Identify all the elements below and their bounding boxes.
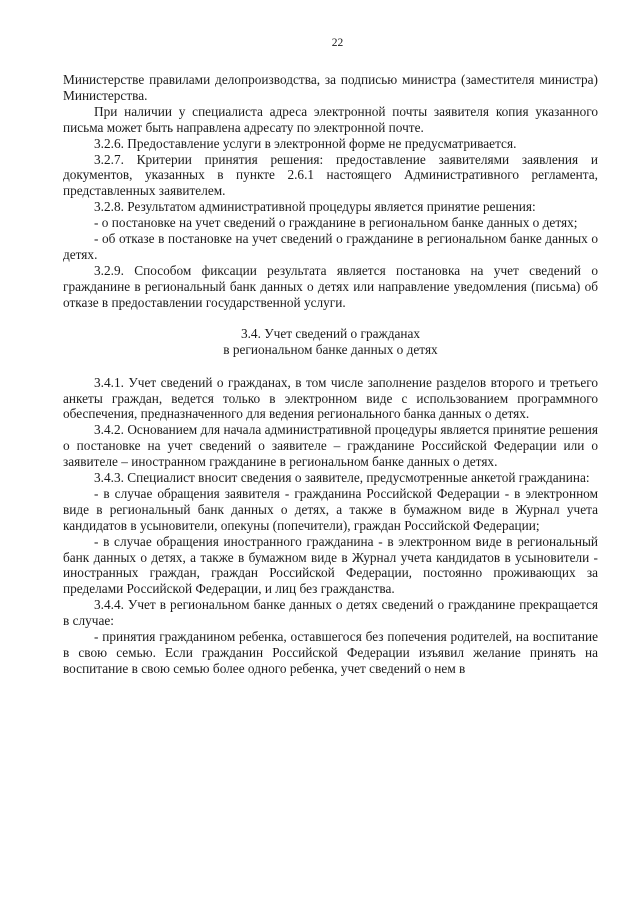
- section-heading-line-2: в региональном банке данных о детях: [223, 341, 438, 357]
- p-3-4-4-a: - принятия гражданином ребенка, оставшегося без попечения родителей, на воспитание в свою семью. Если гражданин Российской Федерации изъявил желание принять на воспитание в свою семью более одного ребенка, учет сведений о нем в: [63, 629, 598, 676]
- p-3-2-8: 3.2.8. Результатом административной процедуры является принятие решения:: [94, 199, 536, 215]
- page-number: 22: [331, 37, 344, 49]
- p-3-4-4: 3.4.4. Учет в региональном банке данных о детях сведений о гражданине прекращается в случае:: [63, 597, 598, 629]
- paragraphs-after-heading: [63, 375, 598, 677]
- p-3-2-8-a: - о постановке на учет сведений о гражданине в региональном банке данных о детях;: [94, 215, 578, 231]
- p-3-2-6: 3.2.6. Предоставление услуги в электронной форме не предусматривается.: [94, 135, 517, 151]
- p-3-2-7: 3.2.7. Критерии принятия решения: предоставление заявителями заявления и документов, указанных в пункте 2.6.1 настоящего Административного регламента, представленных заявителем.: [63, 151, 598, 199]
- section-heading-line-1: 3.4. Учет сведений о гражданах: [240, 325, 421, 341]
- section-heading: [63, 326, 598, 358]
- p-3-4-3-b: - в случае обращения иностранного гражданина - в электронном виде в региональный банк данных о детях, а также в бумажном виде в Журнал учета кандидатов в усыновители - иностранных граждан, граждан Российской Федерации, постоянно проживающих за пределами Российской Федерации, и лиц без гражданства.: [63, 533, 598, 597]
- p-3-4-2: 3.4.2. Основанием для начала административной процедуры является принятие решения о постановке на учет сведений о заявителе – гражданине Российской Федерации или о заявителе – иностранном гражданине в региональном банке данных о детях.: [63, 422, 598, 470]
- p-continuation: Министерстве правилами делопроизводства, за подписью министра (заместителя министра) Министерства.: [63, 72, 598, 103]
- p-3-2-9: 3.2.9. Способом фиксации результата является постановка на учет сведений о гражданине в региональный банк данных о детях или направление уведомления (письма) об отказе в предоставлении государственной услуги.: [63, 262, 598, 310]
- p-3-4-1: 3.4.1. Учет сведений о гражданах, в том числе заполнение разделов второго и третьего анкеты граждан, ведется только в электронном виде с использованием программного обеспечения, предназначенного для ведения регионального банка данных о детях.: [63, 374, 598, 422]
- p-3-2-8-b: - об отказе в постановке на учет сведений о гражданине в региональном банке данных о детях.: [63, 231, 598, 262]
- p-3-4-3: 3.4.3. Специалист вносит сведения о заявителе, предусмотренные анкетой гражданина:: [94, 470, 590, 486]
- paragraphs-before-heading: [63, 72, 598, 311]
- p-3-4-3-a: - в случае обращения заявителя - гражданина Российской Федерации - в электронном виде в региональный банк данных о детях, а также в бумажном виде в Журнал учета кандидатов в усыновители, опекуны (попечители), граждан Российской Федерации;: [63, 485, 598, 533]
- p-email: При наличии у специалиста адреса электронной почты заявителя копия указанного письма может быть направлена адресату по электронной почте.: [63, 103, 598, 135]
